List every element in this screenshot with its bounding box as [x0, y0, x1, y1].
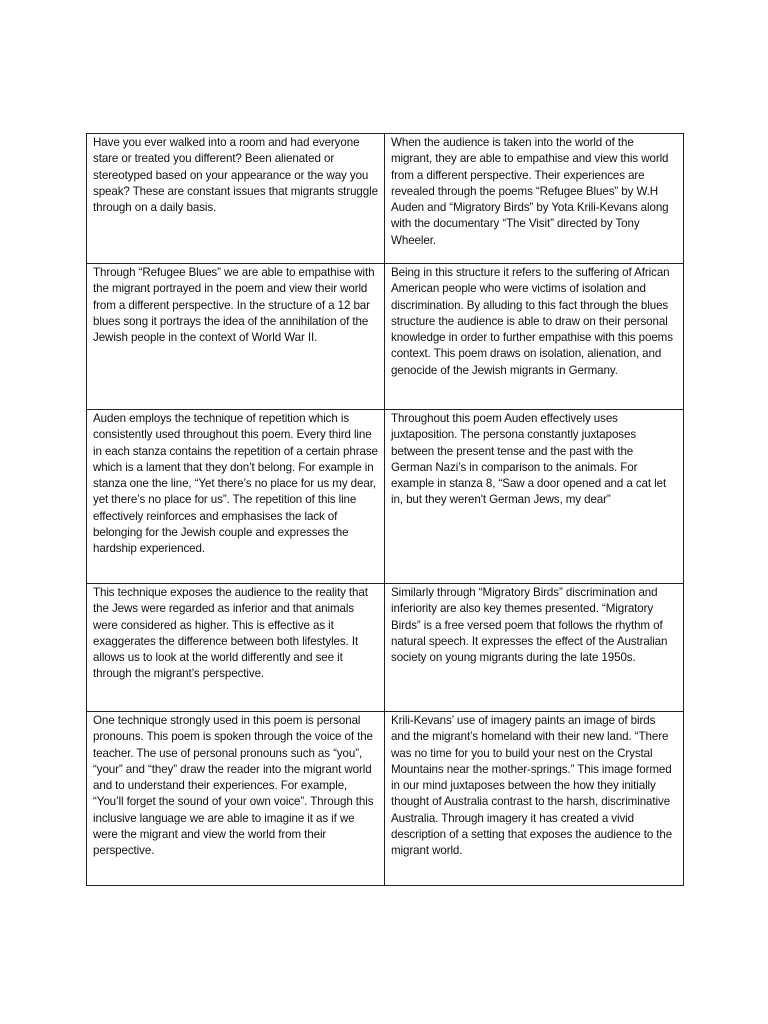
table-cell-left: Through “Refugee Blues” we are able to empathise with the migrant portrayed in the poem and view their world from a different perspective. In the structure of a 12 bar blues song it portrays the idea of the annihilation of the Jewish people in the context of World War II.: [87, 264, 385, 410]
table-cell-right: Being in this structure it refers to the suffering of African American people who were victims of isolation and discrimination. By alluding to this fact through the blues structure the audience is able to draw on their personal knowledge in order to further empathise with this poems context. This poem draws on isolation, alienation, and genocide of the Jewish migrants in Germany.: [385, 264, 684, 410]
table-cell-left: One technique strongly used in this poem is personal pronouns. This poem is spoken through the voice of the teacher. The use of personal pronouns such as “you”, “your” and “they” draw the reader into the migrant world and to understand their experiences. For example, “You’ll forget the sound of your own voice”. Through this inclusive language we are able to imagine it as if we were the migrant and view the world from their perspective.: [87, 712, 385, 886]
table-cell-right: Krili-Kevans’ use of imagery paints an image of birds and the migrant’s homeland with their new land. “There was no time for you to build your nest on the Crystal Mountains near the mother-springs.” This image formed in our mind juxtaposes between the how they initially thought of Australia contrast to the harsh, discriminative Australia. Through imagery it has created a vivid description of a setting that exposes the audience to the migrant world.: [385, 712, 684, 886]
table-row: [87, 712, 684, 886]
table-cell-left: Auden employs the technique of repetition which is consistently used throughout this poem. Every third line in each stanza contains the repetition of a certain phrase which is a lament that they don’t belong. For example in stanza one the line, “Yet there’s no place for us my dear, yet there’s no place for us”. The repetition of this line effectively reinforces and emphasises the lack of belonging for the Jewish couple and expresses the hardship experienced.: [87, 410, 385, 584]
table-row: [87, 264, 684, 410]
table-row: [87, 134, 684, 264]
table-cell-left: Have you ever walked into a room and had everyone stare or treated you different? Been alienated or stereotyped based on your appearance or the way you speak? These are constant issues that migrants struggle through on a daily basis.: [87, 134, 385, 264]
table-cell-left: This technique exposes the audience to the reality that the Jews were regarded as inferior and that animals were considered as higher. This is effective as it exaggerates the difference between both lifestyles. It allows us to look at the world differently and see it through the migrant’s perspective.: [87, 584, 385, 712]
table-cell-right: When the audience is taken into the world of the migrant, they are able to empathise and view this world from a different perspective. Their experiences are revealed through the poems “Refugee Blues” by W.H Auden and “Migratory Birds” by Yota Krili-Kevans along with the documentary “The Visit” directed by Tony Wheeler.: [385, 134, 684, 264]
table-cell-right: Throughout this poem Auden effectively uses juxtaposition. The persona constantly juxtaposes between the present tense and the past with the German Nazi’s in comparison to the animals. For example in stanza 8, “Saw a door opened and a cat let in, but they weren't German Jews, my dear”: [385, 410, 684, 584]
table-row: [87, 410, 684, 584]
table-row: [87, 584, 684, 712]
table-cell-right: Similarly through “Migratory Birds” discrimination and inferiority are also key themes presented. “Migratory Birds” is a free versed poem that follows the rhythm of natural speech. It expresses the effect of the Australian society on young migrants during the late 1950s.: [385, 584, 684, 712]
essay-table: [86, 133, 684, 886]
